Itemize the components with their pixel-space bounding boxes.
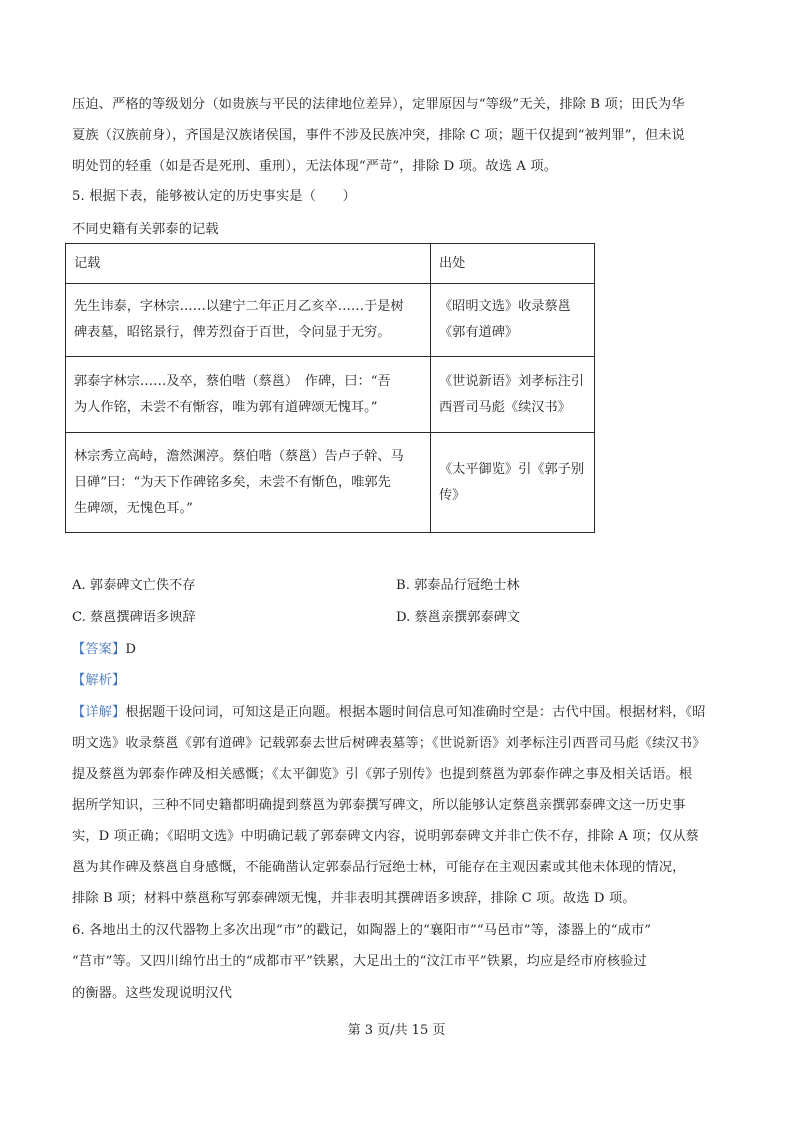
paragraph-line: 实，D 项正确；《昭明文选》中明确记载了郭泰碑文内容，说明郭泰碑文并非亡佚不存，排除 A 项；仅从蔡 [72,829,700,844]
paragraph-line: 压迫、严格的等级划分（如贵族与平民的法律地位差异），定罪原因与“等级”无关，排除 B 项；田氏为华 [72,97,685,112]
source-line: 传》 [439,487,466,503]
table-header-record: 记载 [66,244,431,284]
record-cell [66,284,431,357]
detail-tag: 【详解】 [72,705,126,720]
record-line: 生碑颂，无愧色耳。” [74,500,193,516]
answer-value: D [125,642,137,657]
answer-line [72,642,723,658]
record-line: 日䃅”曰：“为天下作碑铭多矣，未尝不有惭色，唯郭先 [74,474,391,490]
record-line: 先生讳泰，字林宗……以建宁二年正月乙亥卒……于是树 [74,299,404,314]
detail-text: 根据题干设问词，可知这是正向题。根据本题时间信息可知准确时空是：古代中国。根据材料，《昭 [125,705,706,720]
question-stem: 5. 根据下表，能够被认定的历史事实是（ ） [72,189,356,204]
table-row [66,284,595,357]
table-title: 不同史籍有关郭泰的记载 [72,222,219,237]
source-cell [431,284,595,357]
record-line: 郭泰字林宗……及卒，蔡伯喈（蔡邕） 作碑，曰：“吾 [74,373,391,389]
source-cell [431,357,595,433]
table-header-row [66,244,595,284]
page-number: 第 3 页/共 15 页 [347,1023,446,1038]
record-line: 为人作铭，未尝不有惭容，唯为郭有道碑颂无愧耳。” [74,399,378,415]
table-row [66,433,595,533]
analysis-tag: 【解析】 [72,673,126,688]
paragraph-line: 夏族（汉族前身），齐国是汉族诸侯国，事件不涉及民族冲突，排除 C 项；题干仅提到“被判罪”，但未说 [72,128,685,143]
option-d: D. 蔡邕亲撰郭泰碑文 [396,610,520,625]
source-line: 《世说新语》刘孝标注引 [439,373,585,389]
question-stem: 6. 各地出土的汉代器物上多次出现“市”的戳记，如陶器上的“襄阳市”“马邑市”等，漆器上的“成市” [72,923,652,938]
question-stem-line: 的衡器。这些发现说明汉代 [72,986,233,1001]
table-header-source: 出处 [431,244,595,284]
paragraph-line: 提及蔡邕为郭泰作碑及相关感慨；《太平御览》引《郭子别传》也提到蔡邕为郭泰作碑之事及相关话语。根 [72,767,693,782]
analysis-line [72,673,723,689]
option-a: A. 郭泰碑文亡佚不存 [72,578,196,593]
paragraph-line: 排除 B 项；材料中蔡邕称写郭泰碑颂无愧，并非表明其撰碑语多谀辞，排除 C 项。故选 D 项。 [72,891,636,906]
source-line: 《昭明文选》收录蔡邕 [439,299,571,314]
answer-tag: 【答案】 [72,642,126,657]
record-line: 林宗秀立高峙，澹然渊渟。蔡伯喈（蔡邕）告卢子幹、马 [74,448,404,464]
source-line: 西晋司马彪《续汉书》 [439,399,571,415]
record-cell [66,357,431,433]
paragraph-line: 明文选》收录蔡邕《郭有道碑》记载郭泰去世后树碑表墓等；《世说新语》刘孝标注引西晋司马彪《续汉书》 [72,736,706,751]
source-line: 《郭有道碑》 [439,325,519,340]
source-cell [431,433,595,533]
record-cell [66,433,431,533]
paragraph-line: 邕为其作碑及蔡邕自身感慨，不能确凿认定郭泰品行冠绝士林，可能存在主观因素或其他未体现的情况， [72,860,686,875]
option-c: C. 蔡邕撰碑语多谀辞 [72,610,196,625]
paragraph-line: 据所学知识，三种不同史籍都明确提到蔡邕为郭泰撰写碑文，所以能够认定蔡邕亲撰郭泰碑文这一历史事 [72,798,686,813]
paragraph-line [72,705,723,721]
table-row [66,357,595,433]
source-line: 《太平御览》引《郭子别 [439,461,585,477]
question-stem-line: “莒市”等。又四川绵竹出土的“成都市平”铁累，大足出土的“汶江市平”铁累，均应是经市府核验过 [72,954,647,969]
record-line: 碑表墓，昭铭景行，俾芳烈奋于百世，令问显于无穷。 [74,325,391,340]
records-table [65,243,595,533]
paragraph-line: 明处罚的轻重（如是否是死刑、重刑），无法体现“严苛”，排除 D 项。故选 A 项。 [72,159,558,174]
option-b: B. 郭泰品行冠绝士林 [396,578,520,593]
